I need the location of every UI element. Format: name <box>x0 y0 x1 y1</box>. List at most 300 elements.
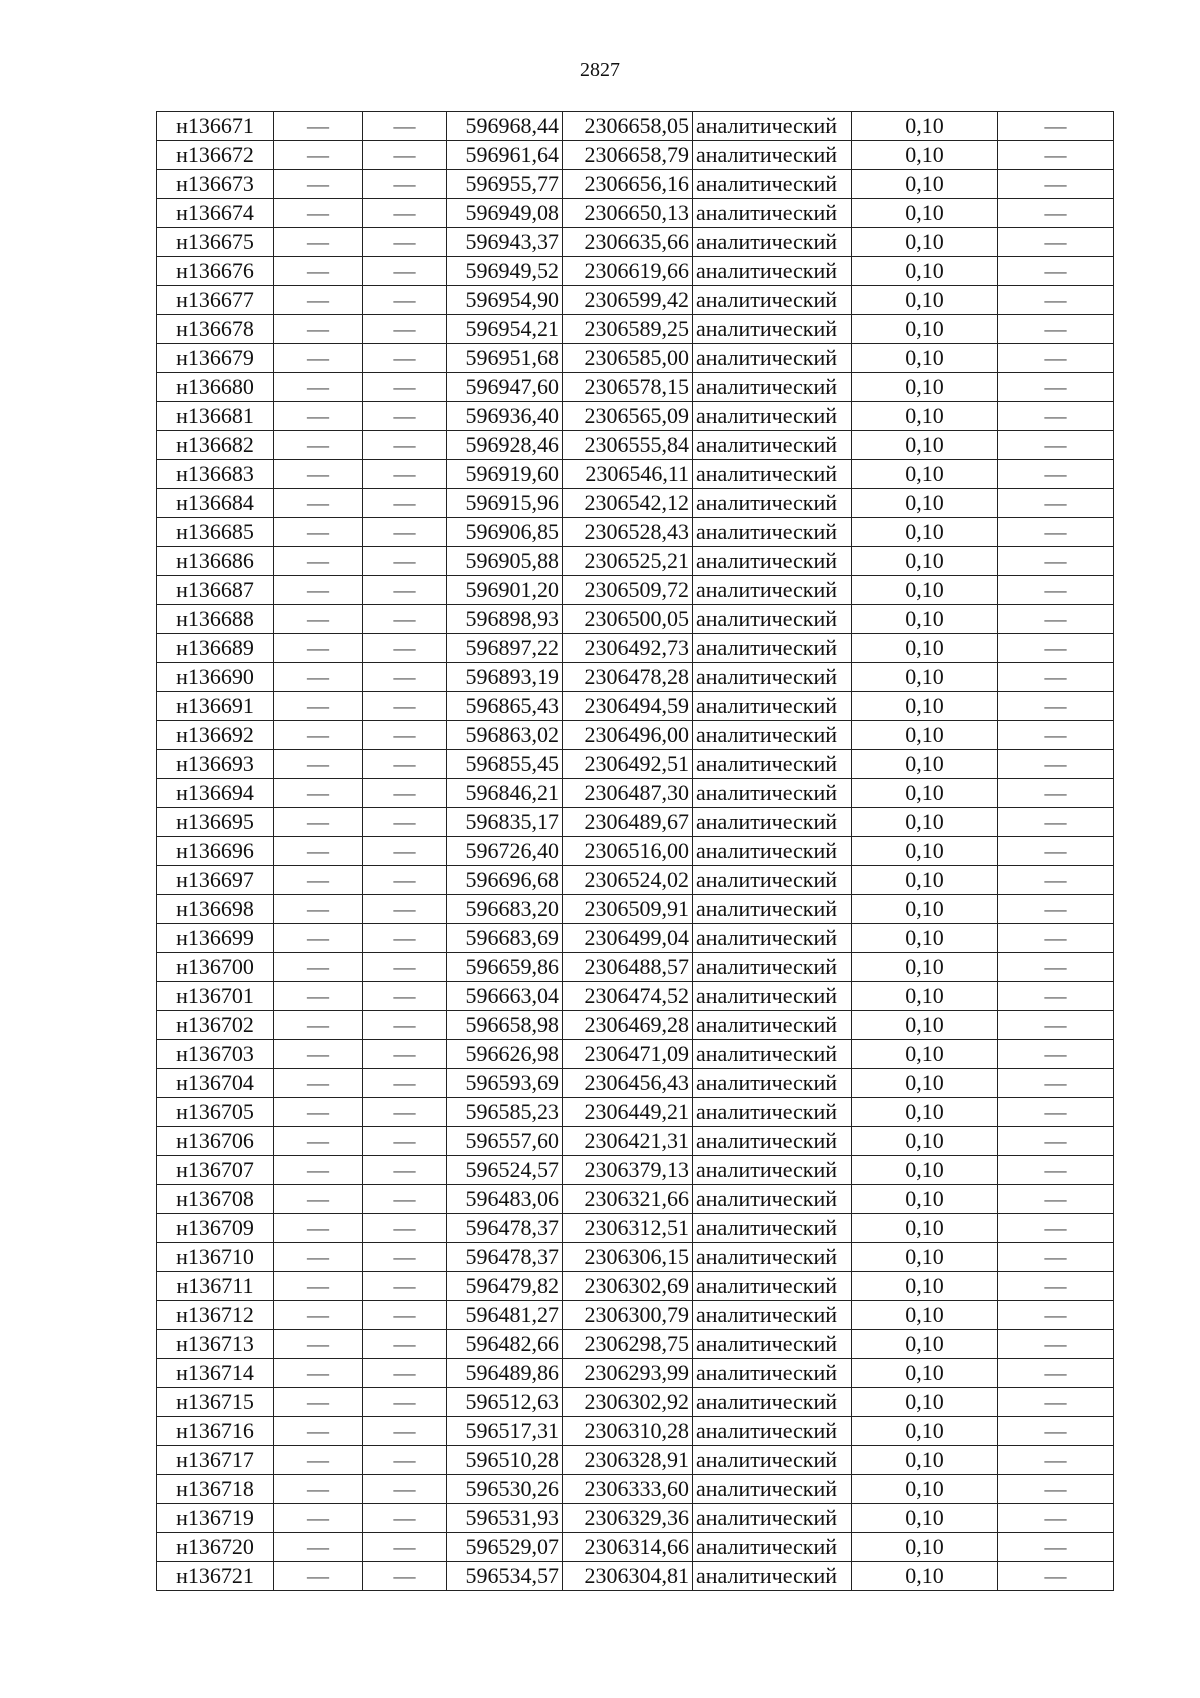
point-id-cell: н136674 <box>157 199 274 228</box>
y-coordinate-cell: 2306555,84 <box>563 431 693 460</box>
y-coordinate-cell: 2306456,43 <box>563 1069 693 1098</box>
empty-y-old-cell: — <box>363 547 447 576</box>
empty-y-old-cell: — <box>363 605 447 634</box>
method-cell: аналитический <box>693 634 852 663</box>
x-coordinate-cell: 596835,17 <box>447 808 563 837</box>
point-id-cell: н136710 <box>157 1243 274 1272</box>
accuracy-cell: 0,10 <box>852 1185 998 1214</box>
empty-y-old-cell: — <box>363 431 447 460</box>
empty-y-old-cell: — <box>363 924 447 953</box>
y-coordinate-cell: 2306565,09 <box>563 402 693 431</box>
method-cell: аналитический <box>693 692 852 721</box>
empty-y-old-cell: — <box>363 1504 447 1533</box>
y-coordinate-cell: 2306658,05 <box>563 112 693 141</box>
accuracy-cell: 0,10 <box>852 1562 998 1591</box>
y-coordinate-cell: 2306650,13 <box>563 199 693 228</box>
accuracy-cell: 0,10 <box>852 286 998 315</box>
point-id-cell: н136675 <box>157 228 274 257</box>
empty-description-cell: — <box>998 199 1114 228</box>
point-id-cell: н136709 <box>157 1214 274 1243</box>
empty-description-cell: — <box>998 1417 1114 1446</box>
method-cell: аналитический <box>693 1475 852 1504</box>
y-coordinate-cell: 2306546,11 <box>563 460 693 489</box>
point-id-cell: н136701 <box>157 982 274 1011</box>
empty-x-old-cell: — <box>274 837 363 866</box>
accuracy-cell: 0,10 <box>852 373 998 402</box>
empty-x-old-cell: — <box>274 141 363 170</box>
table-row <box>157 634 1114 663</box>
x-coordinate-cell: 596683,69 <box>447 924 563 953</box>
empty-x-old-cell: — <box>274 1069 363 1098</box>
table-row <box>157 547 1114 576</box>
table-row <box>157 141 1114 170</box>
method-cell: аналитический <box>693 1214 852 1243</box>
table-row <box>157 1301 1114 1330</box>
empty-y-old-cell: — <box>363 402 447 431</box>
accuracy-cell: 0,10 <box>852 982 998 1011</box>
empty-y-old-cell: — <box>363 141 447 170</box>
point-id-cell: н136677 <box>157 286 274 315</box>
table-row <box>157 1388 1114 1417</box>
empty-y-old-cell: — <box>363 1533 447 1562</box>
empty-description-cell: — <box>998 779 1114 808</box>
method-cell: аналитический <box>693 837 852 866</box>
empty-x-old-cell: — <box>274 431 363 460</box>
empty-description-cell: — <box>998 1156 1114 1185</box>
empty-description-cell: — <box>998 1098 1114 1127</box>
method-cell: аналитический <box>693 112 852 141</box>
accuracy-cell: 0,10 <box>852 1533 998 1562</box>
point-id-cell: н136691 <box>157 692 274 721</box>
x-coordinate-cell: 596489,86 <box>447 1359 563 1388</box>
accuracy-cell: 0,10 <box>852 141 998 170</box>
empty-x-old-cell: — <box>274 1243 363 1272</box>
y-coordinate-cell: 2306499,04 <box>563 924 693 953</box>
accuracy-cell: 0,10 <box>852 895 998 924</box>
x-coordinate-cell: 596863,02 <box>447 721 563 750</box>
empty-y-old-cell: — <box>363 721 447 750</box>
empty-x-old-cell: — <box>274 1388 363 1417</box>
table-row <box>157 895 1114 924</box>
table-row <box>157 750 1114 779</box>
accuracy-cell: 0,10 <box>852 1301 998 1330</box>
empty-x-old-cell: — <box>274 1562 363 1591</box>
empty-description-cell: — <box>998 1330 1114 1359</box>
x-coordinate-cell: 596919,60 <box>447 460 563 489</box>
empty-description-cell: — <box>998 112 1114 141</box>
empty-description-cell: — <box>998 402 1114 431</box>
y-coordinate-cell: 2306585,00 <box>563 344 693 373</box>
x-coordinate-cell: 596955,77 <box>447 170 563 199</box>
x-coordinate-cell: 596510,28 <box>447 1446 563 1475</box>
empty-y-old-cell: — <box>363 1388 447 1417</box>
accuracy-cell: 0,10 <box>852 663 998 692</box>
point-id-cell: н136703 <box>157 1040 274 1069</box>
point-id-cell: н136707 <box>157 1156 274 1185</box>
empty-description-cell: — <box>998 547 1114 576</box>
accuracy-cell: 0,10 <box>852 257 998 286</box>
accuracy-cell: 0,10 <box>852 1214 998 1243</box>
table-row <box>157 808 1114 837</box>
accuracy-cell: 0,10 <box>852 866 998 895</box>
empty-description-cell: — <box>998 1185 1114 1214</box>
method-cell: аналитический <box>693 199 852 228</box>
table-row <box>157 576 1114 605</box>
method-cell: аналитический <box>693 1127 852 1156</box>
y-coordinate-cell: 2306599,42 <box>563 286 693 315</box>
empty-description-cell: — <box>998 1243 1114 1272</box>
coordinates-table <box>156 111 1114 1591</box>
point-id-cell: н136720 <box>157 1533 274 1562</box>
accuracy-cell: 0,10 <box>852 779 998 808</box>
empty-y-old-cell: — <box>363 779 447 808</box>
empty-y-old-cell: — <box>363 1069 447 1098</box>
empty-y-old-cell: — <box>363 1446 447 1475</box>
empty-y-old-cell: — <box>363 808 447 837</box>
empty-x-old-cell: — <box>274 721 363 750</box>
table-row <box>157 837 1114 866</box>
x-coordinate-cell: 596951,68 <box>447 344 563 373</box>
point-id-cell: н136679 <box>157 344 274 373</box>
table-row <box>157 1243 1114 1272</box>
method-cell: аналитический <box>693 170 852 199</box>
empty-y-old-cell: — <box>363 576 447 605</box>
table-row <box>157 1069 1114 1098</box>
accuracy-cell: 0,10 <box>852 634 998 663</box>
x-coordinate-cell: 596585,23 <box>447 1098 563 1127</box>
table-row <box>157 199 1114 228</box>
y-coordinate-cell: 2306658,79 <box>563 141 693 170</box>
y-coordinate-cell: 2306496,00 <box>563 721 693 750</box>
x-coordinate-cell: 596901,20 <box>447 576 563 605</box>
y-coordinate-cell: 2306449,21 <box>563 1098 693 1127</box>
table-row <box>157 1359 1114 1388</box>
accuracy-cell: 0,10 <box>852 1446 998 1475</box>
accuracy-cell: 0,10 <box>852 1069 998 1098</box>
empty-x-old-cell: — <box>274 315 363 344</box>
x-coordinate-cell: 596968,44 <box>447 112 563 141</box>
empty-description-cell: — <box>998 344 1114 373</box>
y-coordinate-cell: 2306310,28 <box>563 1417 693 1446</box>
empty-y-old-cell: — <box>363 315 447 344</box>
method-cell: аналитический <box>693 663 852 692</box>
empty-x-old-cell: — <box>274 199 363 228</box>
empty-x-old-cell: — <box>274 1098 363 1127</box>
y-coordinate-cell: 2306492,73 <box>563 634 693 663</box>
accuracy-cell: 0,10 <box>852 1156 998 1185</box>
method-cell: аналитический <box>693 1011 852 1040</box>
method-cell: аналитический <box>693 1243 852 1272</box>
point-id-cell: н136708 <box>157 1185 274 1214</box>
table-row <box>157 228 1114 257</box>
empty-description-cell: — <box>998 1504 1114 1533</box>
empty-description-cell: — <box>998 141 1114 170</box>
x-coordinate-cell: 596696,68 <box>447 866 563 895</box>
empty-description-cell: — <box>998 808 1114 837</box>
y-coordinate-cell: 2306589,25 <box>563 315 693 344</box>
x-coordinate-cell: 596683,20 <box>447 895 563 924</box>
point-id-cell: н136685 <box>157 518 274 547</box>
y-coordinate-cell: 2306525,21 <box>563 547 693 576</box>
x-coordinate-cell: 596893,19 <box>447 663 563 692</box>
empty-description-cell: — <box>998 1127 1114 1156</box>
method-cell: аналитический <box>693 1301 852 1330</box>
table-row <box>157 1272 1114 1301</box>
method-cell: аналитический <box>693 141 852 170</box>
y-coordinate-cell: 2306578,15 <box>563 373 693 402</box>
empty-description-cell: — <box>998 460 1114 489</box>
empty-x-old-cell: — <box>274 1359 363 1388</box>
y-coordinate-cell: 2306312,51 <box>563 1214 693 1243</box>
empty-x-old-cell: — <box>274 518 363 547</box>
empty-y-old-cell: — <box>363 1417 447 1446</box>
x-coordinate-cell: 596524,57 <box>447 1156 563 1185</box>
accuracy-cell: 0,10 <box>852 837 998 866</box>
empty-x-old-cell: — <box>274 257 363 286</box>
empty-y-old-cell: — <box>363 228 447 257</box>
method-cell: аналитический <box>693 1388 852 1417</box>
empty-x-old-cell: — <box>274 1504 363 1533</box>
y-coordinate-cell: 2306300,79 <box>563 1301 693 1330</box>
method-cell: аналитический <box>693 344 852 373</box>
method-cell: аналитический <box>693 489 852 518</box>
method-cell: аналитический <box>693 1562 852 1591</box>
empty-description-cell: — <box>998 634 1114 663</box>
empty-x-old-cell: — <box>274 489 363 518</box>
point-id-cell: н136715 <box>157 1388 274 1417</box>
x-coordinate-cell: 596906,85 <box>447 518 563 547</box>
empty-x-old-cell: — <box>274 1446 363 1475</box>
empty-y-old-cell: — <box>363 663 447 692</box>
table-row <box>157 373 1114 402</box>
accuracy-cell: 0,10 <box>852 576 998 605</box>
empty-x-old-cell: — <box>274 1156 363 1185</box>
method-cell: аналитический <box>693 1504 852 1533</box>
x-coordinate-cell: 596478,37 <box>447 1214 563 1243</box>
empty-description-cell: — <box>998 866 1114 895</box>
empty-x-old-cell: — <box>274 1127 363 1156</box>
accuracy-cell: 0,10 <box>852 808 998 837</box>
method-cell: аналитический <box>693 547 852 576</box>
empty-description-cell: — <box>998 750 1114 779</box>
empty-y-old-cell: — <box>363 692 447 721</box>
table-row <box>157 1040 1114 1069</box>
table-row <box>157 1214 1114 1243</box>
empty-x-old-cell: — <box>274 1475 363 1504</box>
accuracy-cell: 0,10 <box>852 199 998 228</box>
point-id-cell: н136680 <box>157 373 274 402</box>
table-row <box>157 866 1114 895</box>
x-coordinate-cell: 596531,93 <box>447 1504 563 1533</box>
empty-x-old-cell: — <box>274 692 363 721</box>
method-cell: аналитический <box>693 402 852 431</box>
empty-description-cell: — <box>998 1214 1114 1243</box>
empty-y-old-cell: — <box>363 634 447 663</box>
empty-x-old-cell: — <box>274 808 363 837</box>
table-body <box>157 112 1114 1591</box>
x-coordinate-cell: 596482,66 <box>447 1330 563 1359</box>
empty-y-old-cell: — <box>363 895 447 924</box>
empty-description-cell: — <box>998 721 1114 750</box>
empty-description-cell: — <box>998 663 1114 692</box>
accuracy-cell: 0,10 <box>852 431 998 460</box>
y-coordinate-cell: 2306421,31 <box>563 1127 693 1156</box>
x-coordinate-cell: 596949,52 <box>447 257 563 286</box>
empty-y-old-cell: — <box>363 982 447 1011</box>
empty-description-cell: — <box>998 489 1114 518</box>
accuracy-cell: 0,10 <box>852 1243 998 1272</box>
x-coordinate-cell: 596897,22 <box>447 634 563 663</box>
empty-description-cell: — <box>998 1301 1114 1330</box>
empty-description-cell: — <box>998 257 1114 286</box>
x-coordinate-cell: 596954,21 <box>447 315 563 344</box>
table-row <box>157 402 1114 431</box>
point-id-cell: н136712 <box>157 1301 274 1330</box>
y-coordinate-cell: 2306635,66 <box>563 228 693 257</box>
method-cell: аналитический <box>693 431 852 460</box>
method-cell: аналитический <box>693 1272 852 1301</box>
empty-x-old-cell: — <box>274 1417 363 1446</box>
x-coordinate-cell: 596530,26 <box>447 1475 563 1504</box>
x-coordinate-cell: 596478,37 <box>447 1243 563 1272</box>
method-cell: аналитический <box>693 866 852 895</box>
empty-x-old-cell: — <box>274 663 363 692</box>
x-coordinate-cell: 596961,64 <box>447 141 563 170</box>
y-coordinate-cell: 2306542,12 <box>563 489 693 518</box>
point-id-cell: н136697 <box>157 866 274 895</box>
point-id-cell: н136686 <box>157 547 274 576</box>
empty-y-old-cell: — <box>363 1214 447 1243</box>
table-row <box>157 982 1114 1011</box>
empty-description-cell: — <box>998 692 1114 721</box>
empty-x-old-cell: — <box>274 953 363 982</box>
empty-x-old-cell: — <box>274 286 363 315</box>
point-id-cell: н136689 <box>157 634 274 663</box>
x-coordinate-cell: 596855,45 <box>447 750 563 779</box>
empty-description-cell: — <box>998 982 1114 1011</box>
method-cell: аналитический <box>693 576 852 605</box>
empty-x-old-cell: — <box>274 1185 363 1214</box>
point-id-cell: н136676 <box>157 257 274 286</box>
empty-description-cell: — <box>998 373 1114 402</box>
empty-description-cell: — <box>998 1272 1114 1301</box>
accuracy-cell: 0,10 <box>852 112 998 141</box>
y-coordinate-cell: 2306328,91 <box>563 1446 693 1475</box>
x-coordinate-cell: 596512,63 <box>447 1388 563 1417</box>
y-coordinate-cell: 2306509,91 <box>563 895 693 924</box>
empty-y-old-cell: — <box>363 1330 447 1359</box>
empty-x-old-cell: — <box>274 605 363 634</box>
empty-description-cell: — <box>998 1011 1114 1040</box>
empty-x-old-cell: — <box>274 1040 363 1069</box>
empty-description-cell: — <box>998 1040 1114 1069</box>
point-id-cell: н136694 <box>157 779 274 808</box>
empty-x-old-cell: — <box>274 402 363 431</box>
point-id-cell: н136692 <box>157 721 274 750</box>
point-id-cell: н136693 <box>157 750 274 779</box>
accuracy-cell: 0,10 <box>852 1388 998 1417</box>
empty-description-cell: — <box>998 1446 1114 1475</box>
y-coordinate-cell: 2306500,05 <box>563 605 693 634</box>
empty-description-cell: — <box>998 315 1114 344</box>
x-coordinate-cell: 596659,86 <box>447 953 563 982</box>
accuracy-cell: 0,10 <box>852 1011 998 1040</box>
accuracy-cell: 0,10 <box>852 1417 998 1446</box>
empty-description-cell: — <box>998 576 1114 605</box>
table-row <box>157 605 1114 634</box>
table-row <box>157 1127 1114 1156</box>
table-row <box>157 1185 1114 1214</box>
y-coordinate-cell: 2306306,15 <box>563 1243 693 1272</box>
y-coordinate-cell: 2306298,75 <box>563 1330 693 1359</box>
point-id-cell: н136678 <box>157 315 274 344</box>
x-coordinate-cell: 596483,06 <box>447 1185 563 1214</box>
table-row <box>157 257 1114 286</box>
point-id-cell: н136682 <box>157 431 274 460</box>
point-id-cell: н136700 <box>157 953 274 982</box>
table-row <box>157 721 1114 750</box>
point-id-cell: н136714 <box>157 1359 274 1388</box>
accuracy-cell: 0,10 <box>852 721 998 750</box>
y-coordinate-cell: 2306302,92 <box>563 1388 693 1417</box>
empty-y-old-cell: — <box>363 1243 447 1272</box>
empty-y-old-cell: — <box>363 257 447 286</box>
method-cell: аналитический <box>693 257 852 286</box>
empty-x-old-cell: — <box>274 634 363 663</box>
y-coordinate-cell: 2306619,66 <box>563 257 693 286</box>
empty-description-cell: — <box>998 1562 1114 1591</box>
empty-y-old-cell: — <box>363 373 447 402</box>
method-cell: аналитический <box>693 750 852 779</box>
empty-description-cell: — <box>998 924 1114 953</box>
method-cell: аналитический <box>693 1069 852 1098</box>
point-id-cell: н136672 <box>157 141 274 170</box>
x-coordinate-cell: 596947,60 <box>447 373 563 402</box>
x-coordinate-cell: 596936,40 <box>447 402 563 431</box>
accuracy-cell: 0,10 <box>852 605 998 634</box>
x-coordinate-cell: 596481,27 <box>447 1301 563 1330</box>
point-id-cell: н136721 <box>157 1562 274 1591</box>
method-cell: аналитический <box>693 1446 852 1475</box>
table-row <box>157 315 1114 344</box>
y-coordinate-cell: 2306321,66 <box>563 1185 693 1214</box>
point-id-cell: н136699 <box>157 924 274 953</box>
x-coordinate-cell: 596928,46 <box>447 431 563 460</box>
point-id-cell: н136695 <box>157 808 274 837</box>
empty-y-old-cell: — <box>363 1301 447 1330</box>
table-row <box>157 1417 1114 1446</box>
y-coordinate-cell: 2306489,67 <box>563 808 693 837</box>
point-id-cell: н136704 <box>157 1069 274 1098</box>
x-coordinate-cell: 596943,37 <box>447 228 563 257</box>
empty-y-old-cell: — <box>363 112 447 141</box>
empty-x-old-cell: — <box>274 982 363 1011</box>
method-cell: аналитический <box>693 228 852 257</box>
table-row <box>157 1446 1114 1475</box>
empty-y-old-cell: — <box>363 1359 447 1388</box>
y-coordinate-cell: 2306516,00 <box>563 837 693 866</box>
point-id-cell: н136719 <box>157 1504 274 1533</box>
empty-y-old-cell: — <box>363 1562 447 1591</box>
table-row <box>157 1156 1114 1185</box>
empty-y-old-cell: — <box>363 170 447 199</box>
table-row <box>157 663 1114 692</box>
empty-y-old-cell: — <box>363 199 447 228</box>
y-coordinate-cell: 2306474,52 <box>563 982 693 1011</box>
empty-description-cell: — <box>998 1069 1114 1098</box>
table-row <box>157 1562 1114 1591</box>
point-id-cell: н136702 <box>157 1011 274 1040</box>
